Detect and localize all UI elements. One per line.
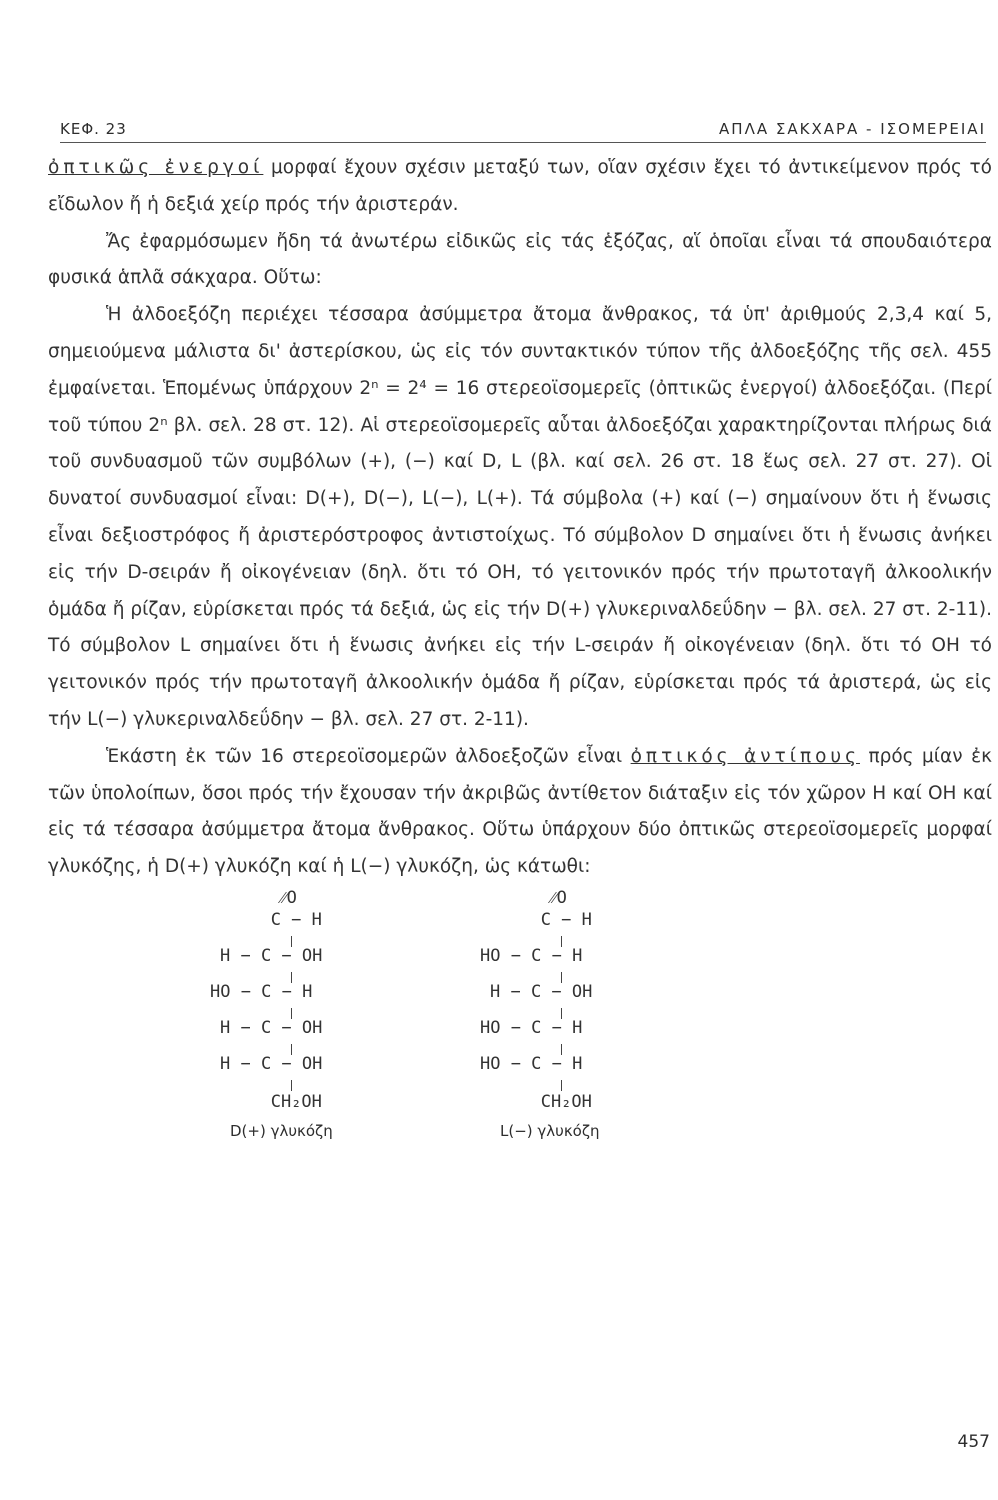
structure-row: ⁄⁄O bbox=[240, 888, 297, 908]
paragraph-2: Ἄς ἐφαρμόσωμεν ἤδη τά ἀνωτέρω εἰδικῶς εἰς τάς ἑξόζας, αἵ ὁποῖαι εἶναι τά σπουδαιότερα φυσικά ἁπλᾶ σάκχαρα. Οὕτω: bbox=[48, 230, 992, 289]
structure-row: CH₂OH bbox=[510, 1092, 592, 1112]
bond-line bbox=[561, 1080, 562, 1091]
underlined-term: ὀπτικῶς ἐνεργοί bbox=[48, 157, 264, 178]
bond-line bbox=[291, 1080, 292, 1091]
paragraph-1 bbox=[48, 150, 992, 224]
structure-row: HO − C − H bbox=[480, 1054, 583, 1074]
structure-row: H − C − OH bbox=[220, 1018, 323, 1038]
chapter-label: ΚΕΦ. 23 bbox=[60, 120, 127, 138]
structure-row: H − C − OH bbox=[220, 946, 323, 966]
page-header bbox=[60, 112, 986, 143]
structure-row: HO − C − H bbox=[210, 982, 313, 1002]
underlined-term-2: ὀπτικός ἀντίπους bbox=[630, 745, 860, 767]
running-title: ΑΠΛΑ ΣΑΚΧΑΡΑ - ΙΣΟΜΕΡΕΙΑΙ bbox=[719, 120, 986, 138]
page-number: 457 bbox=[957, 1432, 990, 1452]
structure-row: CH₂OH bbox=[240, 1092, 322, 1112]
structure-row: H − C − OH bbox=[490, 982, 593, 1002]
d-glucose-structure bbox=[210, 888, 450, 1178]
structure-row: C − H bbox=[240, 910, 322, 930]
structure-row: ⁄⁄O bbox=[510, 888, 567, 908]
structure-row: C − H bbox=[510, 910, 592, 930]
d-glucose-caption: D(+) γλυκόζη bbox=[230, 1122, 333, 1140]
paragraph-3: Ἡ ἀλδοεξόζη περιέχει τέσσαρα ἀσύμμετρα ἄτομα ἄνθρακος, τά ὑπ' ἀριθμούς 2,3,4 καί 5, σημειούμενα μάλιστα δι' ἀστερίσκου, ὡς εἰς τόν συντακτικόν τύπον τῆς ἀλδοεξόζης τῆς σελ. 455 ἐμφαίνεται. Ἑπομένως ὑπάρχουν 2ⁿ = 2⁴ = 16 στερεοϊσομερεῖς (ὀπτικῶς ἐνεργοί) ἀλδοεξόζαι. (Περί τοῦ τύπου 2ⁿ βλ. σελ. 28 στ. 12). Αἱ στερεοϊσομερεῖς αὗται ἀλδοεξόζαι χαρακτηρίζονται πλήρως διά τοῦ συνδυασμοῦ τῶν συμβόλων (+), (−) καί D, L (βλ. καί σελ. 26 στ. 18 ἕως σελ. 27 στ. 27). Οἱ δυνατοί συνδυασμοί εἶναι: D(+), D(−), L(−), L(+). Τά σύμβολα (+) καί (−) σημαίνουν ὅτι ἡ ἕνωσις εἶναι δεξιοστρόφος ἤ ἀριστερόστροφος ἀντιστοίχως. Τό σύμβολον D σημαίνει ὅτι ἡ ἕνωσις ἀνήκει εἰς τήν D-σειράν ἤ οἰκογένειαν (δηλ. ὅτι τό OH, τό γειτονικόν πρός τήν πρωτοταγῆ ἀλκοολικήν ὁμάδα ἤ ρίζαν, εὑρίσκεται πρός τά δεξιά, ὡς εἰς τήν D(+) γλυκεριναλδεΰδην − βλ. σελ. 27 στ. 2-11). Τό σύμβολον L σημαίνει ὅτι ἡ ἕνωσις ἀνήκει εἰς τήν L-σειράν ἤ οἰκογένειαν (δηλ. ὅτι τό OH τό γειτονικόν πρός τήν πρωτοταγῆ ἀλκοολικήν ὁμάδα ἤ ρίζαν, εὑρίσκεται πρός τά ἀριστερά, ὡς εἰς τήν L(−) γλυκεριναλδεΰδην − βλ. σελ. 27 στ. 2-11). bbox=[48, 304, 992, 730]
structure-row: H − C − OH bbox=[220, 1054, 323, 1074]
paragraph-1-text: μορφαί ἔχουν σχέσιν μεταξύ των, οἵαν σχέσιν ἔχει τό ἀντικείμενον πρός τό εἴδωλον ἤ ἡ δεξιά χείρ πρός τήν ἀριστεράν. bbox=[48, 157, 993, 215]
l-glucose-structure bbox=[480, 888, 720, 1178]
paragraph-4 bbox=[48, 739, 992, 886]
body-text bbox=[48, 150, 992, 886]
structure-row: HO − C − H bbox=[480, 946, 583, 966]
paragraph-4-text: πρός μίαν ἐκ τῶν ὑπολοίπων, ὅσοι πρός τήν ἔχουσαν τήν ἀκριβῶς ἀντίθετον διάταξιν εἰς τόν χῶρον H καί OH καί εἰς τά τέσσαρα ἀσύμμετρα ἄτομα ἄνθρακος. Οὕτω ὑπάρχουν δύο ὀπτικῶς στερεοϊσομερεῖς μορφαί γλυκόζης, ἡ D(+) γλυκόζη καί ἡ L(−) γλυκόζη, ὡς κάτωθι: bbox=[48, 745, 992, 878]
glucose-structures bbox=[200, 888, 720, 1368]
paragraph-4-pre: Ἑκάστη ἐκ τῶν 16 στερεοϊσομερῶν ἀλδοεξοζῶν εἶναι bbox=[106, 745, 631, 767]
l-glucose-caption: L(−) γλυκόζη bbox=[500, 1122, 600, 1140]
structure-row: HO − C − H bbox=[480, 1018, 583, 1038]
